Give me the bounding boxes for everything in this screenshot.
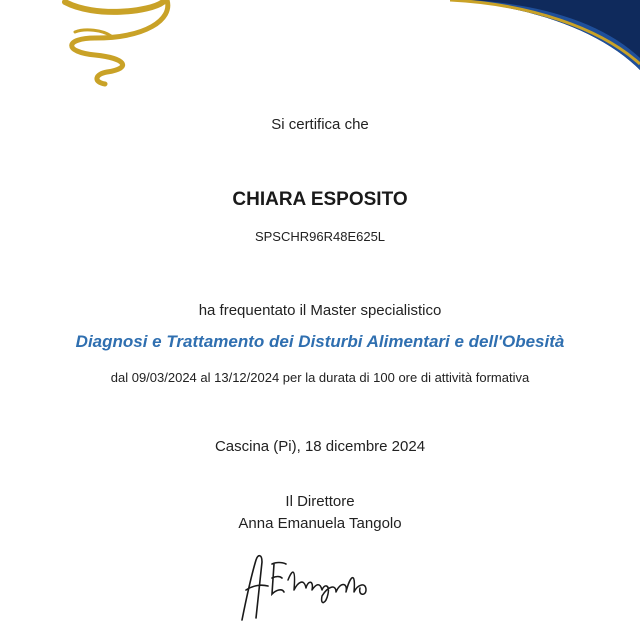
fiscal-code: SPSCHR96R48E625L: [254, 229, 386, 244]
recipient-name: CHIARA ESPOSITO: [232, 189, 408, 210]
course-period: dal 09/03/2024 al 13/12/2024 per la durata di 100 ore di attività formativa: [110, 370, 530, 385]
corner-ribbon-decoration: [450, 0, 640, 70]
director-signature: [232, 540, 412, 625]
director-role: Il Direttore: [285, 493, 355, 510]
attendance-statement: ha frequentato il Master specialistico: [198, 302, 442, 319]
certify-intro: Si certifica che: [271, 116, 369, 133]
director-name: Anna Emanuela Tangolo: [238, 515, 402, 532]
gold-swirl-decoration: [55, 0, 175, 90]
course-title: Diagnosi e Trattamento dei Disturbi Alimentari e dell'Obesità: [75, 332, 565, 351]
place-and-date: Cascina (Pi), 18 dicembre 2024: [214, 438, 426, 455]
